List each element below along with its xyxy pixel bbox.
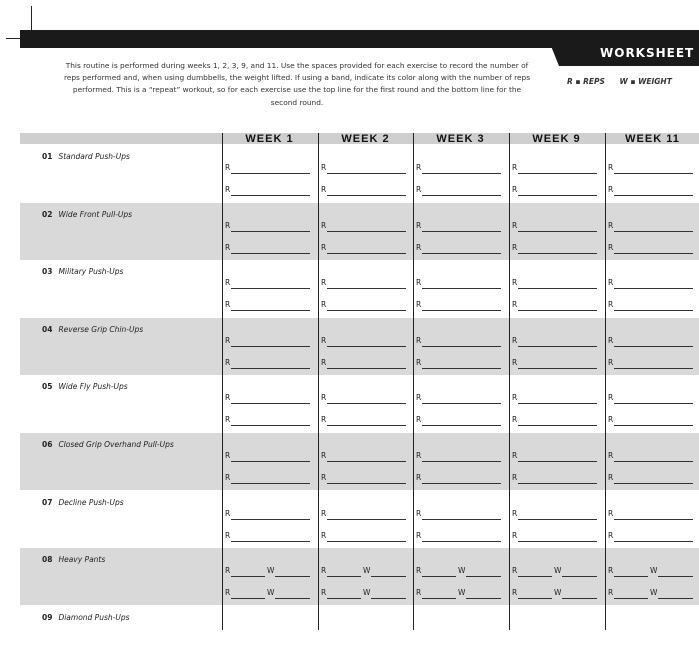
reps-label: R [512,300,518,310]
entry-field-week-1-round-1[interactable] [225,508,310,520]
entry-field-week-3-round-2[interactable] [416,590,501,599]
exercise-label: Closed Grip Overhand Pull-Ups [58,440,174,449]
reps-label: R [608,508,614,518]
reps-label: R [608,278,614,288]
reps-label: R [321,588,327,598]
entry-field-week-4-round-2[interactable] [512,357,597,369]
entry-field-week-5-round-2[interactable] [608,417,693,426]
entry-field-week-1-round-1[interactable] [225,220,310,232]
entry-field-week-2-round-2[interactable] [321,187,406,196]
reps-label: R [416,335,422,345]
reps-label: R [416,415,422,425]
reps-label: R [225,508,231,518]
reps-label: R [512,335,518,345]
reps-label: R [608,566,614,576]
exercise-label: Wide Fly Push-Ups [58,382,128,392]
reps-label: R [608,220,614,230]
exercise-label: Reverse Grip Chin-Ups [58,324,144,334]
entry-field-week-5-round-2[interactable] [608,475,693,484]
exercise-number: 06 [42,440,53,449]
exercise-number: 01 [42,152,53,161]
legend-reps: R ▪ REPS [567,77,605,86]
entry-field-week-5-round-1[interactable] [608,220,693,232]
reps-label: R [225,278,231,288]
reps-label: R [608,530,614,540]
entry-field-week-5-round-2[interactable] [608,302,693,311]
entry-field-week-2-round-2[interactable] [321,302,406,311]
reps-label: R [512,278,518,288]
reps-label: R [608,242,614,252]
reps-label: R [512,163,518,172]
entry-field-week-3-round-2[interactable] [416,302,501,311]
entry-field-week-1-round-1[interactable] [225,453,310,462]
entry-field-week-4-round-1[interactable] [512,165,597,174]
entry-field-week-2-round-2[interactable] [321,530,406,542]
exercise-name [42,555,105,564]
entry-field-week-5-round-2[interactable] [608,590,693,599]
exercise-number: 03 [42,267,53,277]
entry-field-week-3-round-2[interactable] [416,357,501,369]
reps-label: R [416,163,422,172]
reps-label: R [608,357,614,367]
reps-label: R [608,300,614,310]
reps-label: R [512,530,518,540]
entry-field-week-5-round-1[interactable] [608,280,693,289]
entry-field-week-3-round-2[interactable] [416,530,501,542]
entry-field-week-5-round-1[interactable] [608,165,693,174]
entry-field-week-1-round-2[interactable] [225,302,310,311]
entry-field-week-1-round-2[interactable] [225,530,310,542]
exercise-number: 09 [42,612,53,622]
reps-label: R [416,508,422,518]
exercise-label: Diamond Push-Ups [58,612,130,622]
entry-field-week-3-round-1[interactable] [416,568,501,577]
weight-label: W [363,588,371,598]
weight-label: W [650,566,658,576]
reps-label: R [512,451,518,460]
exercise-row [20,606,699,663]
reps-label: R [512,220,518,230]
entry-field-week-5-round-1[interactable] [608,335,693,347]
reps-label: R [512,415,518,425]
entry-field-week-4-round-2[interactable] [512,187,597,196]
exercise-number: 04 [42,324,53,334]
entry-field-week-3-round-1[interactable] [416,280,501,289]
weight-label: W [458,566,466,576]
exercise-label: Military Push-Ups [58,267,124,277]
reps-label: R [225,163,231,172]
exercise-label: Decline Push-Ups [58,497,124,507]
entry-field-week-3-round-2[interactable] [416,417,501,426]
reps-label: R [416,185,422,194]
entry-field-week-2-round-1[interactable] [321,220,406,232]
entry-field-week-4-round-1[interactable] [512,568,597,577]
entry-field-week-2-round-2[interactable] [321,590,406,599]
entry-field-week-5-round-1[interactable] [608,568,693,577]
exercise-name [42,613,130,622]
reps-label: R [321,566,327,576]
reps-label: R [512,357,518,367]
entry-field-week-3-round-2[interactable] [416,187,501,196]
reps-label: R [416,473,422,482]
reps-label: R [512,588,518,598]
entry-field-week-2-round-1[interactable] [321,508,406,520]
entry-field-week-5-round-1[interactable] [608,453,693,462]
entry-field-week-1-round-2[interactable] [225,590,310,599]
reps-label: R [416,393,422,403]
reps-label: R [416,300,422,310]
entry-field-week-2-round-1[interactable] [321,453,406,462]
entry-field-week-4-round-1[interactable] [512,280,597,289]
entry-field-week-4-round-1[interactable] [512,508,597,520]
reps-label: R [321,185,327,194]
entry-field-week-3-round-1[interactable] [416,395,501,404]
reps-label: R [512,185,518,194]
reps-label: R [608,335,614,345]
exercise-name [42,498,124,507]
weight-label: W [267,566,275,576]
entry-field-week-1-round-2[interactable] [225,187,310,196]
reps-label: R [225,415,231,425]
entry-field-week-3-round-1[interactable] [416,508,501,520]
exercise-name [42,440,174,449]
weight-label: W [458,588,466,598]
entry-field-week-4-round-1[interactable] [512,335,597,347]
entry-field-week-4-round-2[interactable] [512,590,597,599]
reps-label: R [512,566,518,576]
week-header: WEEK 1 [245,133,294,145]
reps-label: R [321,508,327,518]
reps-label: R [321,530,327,540]
reps-label: R [225,473,231,482]
entry-field-week-2-round-2[interactable] [321,357,406,369]
reps-label: R [608,588,614,598]
entry-field-week-2-round-1[interactable] [321,335,406,347]
week-header: WEEK 3 [436,133,485,145]
entry-field-week-3-round-2[interactable] [416,475,501,484]
reps-label: R [321,300,327,310]
entry-field-week-1-round-2[interactable] [225,357,310,369]
reps-label: R [512,242,518,252]
week-column-divider [318,133,319,630]
reps-label: R [225,220,231,230]
entry-field-week-3-round-1[interactable] [416,335,501,347]
exercise-label: Standard Push-Ups [58,152,130,161]
reps-label: R [416,566,422,576]
entry-field-week-4-round-1[interactable] [512,220,597,232]
entry-field-week-2-round-1[interactable] [321,395,406,404]
exercise-label: Wide Front Pull-Ups [58,209,133,219]
week-header: WEEK 9 [532,133,581,145]
weight-label: W [267,588,275,598]
reps-label: R [225,566,231,576]
exercise-name [42,267,123,276]
reps-label: R [225,185,231,194]
reps-label: R [225,588,231,598]
entry-field-week-3-round-2[interactable] [416,242,501,254]
week-column-divider [509,133,510,630]
reps-label: R [321,163,327,172]
entry-field-week-2-round-2[interactable] [321,242,406,254]
reps-label: R [608,415,614,425]
week-column-divider [413,133,414,630]
entry-field-week-3-round-1[interactable] [416,453,501,462]
reps-label: R [416,530,422,540]
reps-label: R [416,220,422,230]
reps-label: R [416,242,422,252]
entry-field-week-4-round-2[interactable] [512,242,597,254]
entry-field-week-1-round-2[interactable] [225,242,310,254]
weight-label: W [554,588,562,598]
entry-field-week-3-round-1[interactable] [416,165,501,174]
entry-field-week-5-round-1[interactable] [608,395,693,404]
exercise-label: Heavy Pants [58,555,106,565]
entry-field-week-5-round-1[interactable] [608,508,693,520]
reps-label: R [321,242,327,252]
exercise-name [42,152,130,161]
reps-label: R [321,393,327,403]
entry-field-week-4-round-2[interactable] [512,530,597,542]
entry-field-week-2-round-2[interactable] [321,417,406,426]
legend-weight: W ▪ WEIGHT [619,77,672,86]
reps-label: R [321,357,327,367]
reps-label: R [225,335,231,345]
reps-label: R [608,393,614,403]
entry-field-week-2-round-1[interactable] [321,280,406,289]
reps-label: R [512,508,518,518]
reps-label: R [608,451,614,460]
entry-field-week-1-round-1[interactable] [225,280,310,289]
entry-field-week-3-round-1[interactable] [416,220,501,232]
reps-label: R [416,357,422,367]
exercise-name [42,210,132,219]
entry-field-week-4-round-1[interactable] [512,395,597,404]
reps-label: R [512,473,518,482]
exercise-name [42,382,128,391]
instructions-text: This routine is performed during weeks 1, 2, 3, 9, and 11. Use the spaces provided for each exercise to record the number of reps performed and, when using dumbbells, the weight lifted. If using a band, indicate its color along with the number of reps performed. This is a “repeat” workout, so for each exercise use the top line for the first round and the bottom line for the second round. [63,61,531,107]
entry-field-week-1-round-1[interactable] [225,395,310,404]
reps-label: R [608,163,614,172]
entry-field-week-4-round-2[interactable] [512,302,597,311]
week-header: WEEK 11 [625,133,680,145]
entry-field-week-1-round-1[interactable] [225,335,310,347]
entry-field-week-1-round-1[interactable] [225,165,310,174]
entry-field-week-1-round-2[interactable] [225,475,310,484]
reps-label: R [608,185,614,194]
entry-field-week-5-round-2[interactable] [608,187,693,196]
entry-field-week-2-round-2[interactable] [321,475,406,484]
entry-field-week-2-round-1[interactable] [321,165,406,174]
exercise-number: 07 [42,497,53,507]
reps-label: R [225,530,231,540]
reps-label: R [512,393,518,403]
reps-label: R [416,588,422,598]
exercise-number: 08 [42,555,53,565]
exercise-number: 05 [42,382,53,392]
weight-label: W [554,566,562,576]
reps-label: R [225,393,231,403]
exercise-name [42,325,143,334]
entry-field-week-4-round-2[interactable] [512,417,597,426]
reps-label: R [416,451,422,460]
entry-field-week-5-round-2[interactable] [608,242,693,254]
entry-field-week-1-round-1[interactable] [225,568,310,577]
week-column-divider [605,133,606,630]
entry-field-week-5-round-2[interactable] [608,530,693,542]
week-column-divider [222,133,223,630]
reps-label: R [225,357,231,367]
reps-label: R [321,415,327,425]
reps-label: R [321,278,327,288]
reps-label: R [608,473,614,482]
entry-field-week-5-round-2[interactable] [608,357,693,369]
entry-field-week-4-round-2[interactable] [512,475,597,484]
reps-label: R [321,220,327,230]
week-header: WEEK 2 [341,133,390,145]
reps-label: R [321,473,327,482]
reps-label: R [225,451,231,460]
exercise-number: 02 [42,209,53,219]
entry-field-week-1-round-2[interactable] [225,417,310,426]
entry-field-week-4-round-1[interactable] [512,453,597,462]
reps-label: R [321,335,327,345]
reps-label: R [321,451,327,460]
worksheet-title: WORKSHEET [600,46,695,60]
legend [567,77,684,86]
reps-label: R [225,242,231,252]
weight-label: W [363,566,371,576]
reps-label: R [225,300,231,310]
reps-label: R [416,278,422,288]
weight-label: W [650,588,658,598]
entry-field-week-2-round-1[interactable] [321,568,406,577]
